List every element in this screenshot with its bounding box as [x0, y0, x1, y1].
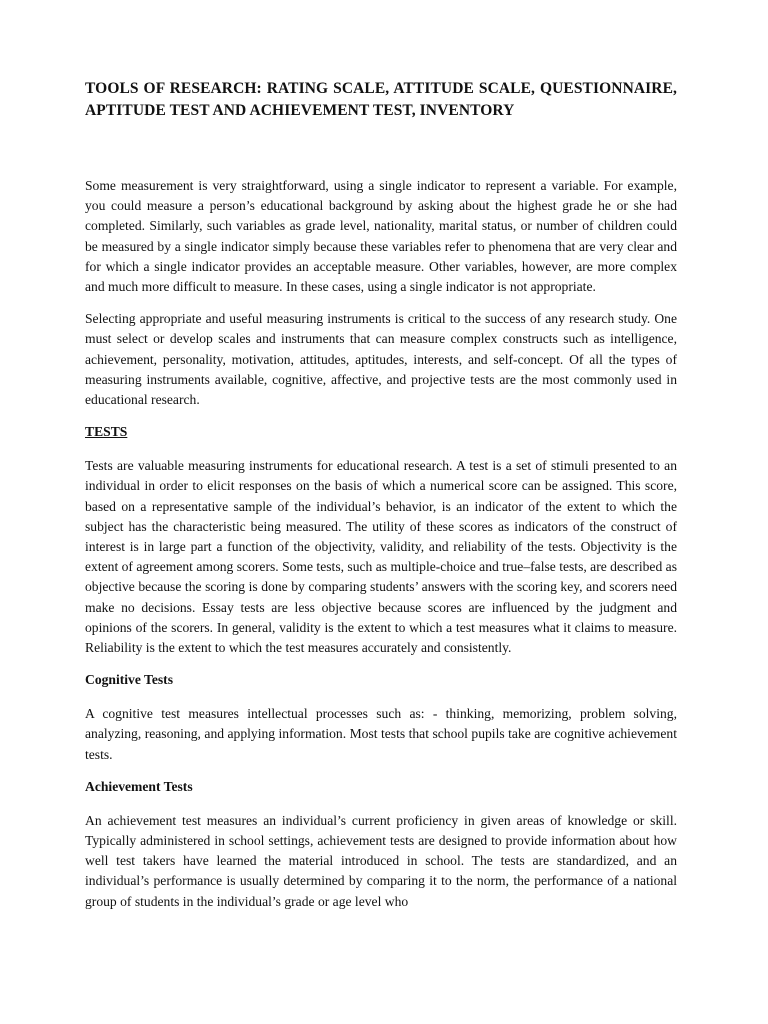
achievement-tests-heading: Achievement Tests — [85, 778, 193, 794]
intro-paragraph-1: Some measurement is very straightforward, using a single indicator to represent a variable. For example, you could measure a person’s educational background by asking about the highest grade he or she had completed. Similarly, such variables as grade level, nationality, marital status, or number of children could be measured by a single indicator simply because these variables refer to phenomena that are very clear and for which a single indicator provides an acceptable measure. Other variables, however, are more complex and much more difficult to measure. In these cases, using a single indicator is not appropriate. — [85, 178, 677, 295]
achievement-tests-paragraph: An achievement test measures an individual’s current proficiency in given areas of knowledge or skill. Typically administered in school settings, achievement tests are designed to provide information about how well test takers have learned the material introduced in school. The tests are standardized, and an individual’s performance is usually determined by comparing it to the norm, the performance of a national group of students in the individual’s grade or age level who — [85, 812, 677, 909]
cognitive-tests-heading: Cognitive Tests — [85, 672, 173, 688]
cognitive-tests-paragraph: A cognitive test measures intellectual processes such as: - thinking, memorizing, problem solving, analyzing, reasoning, and applying information. Most tests that school pupils take are cognitive achievement tests. — [85, 706, 677, 762]
document-body — [85, 176, 677, 912]
intro-paragraph-2: Selecting appropriate and useful measuring instruments is critical to the success of any research study. One must select or develop scales and instruments that can measure complex constructs such as intelligence, achievement, personality, motivation, attitudes, aptitudes, interests, and self-concept. Of all the types of measuring instruments available, cognitive, affective, and projective tests are the most commonly used in educational research. — [85, 311, 677, 408]
tests-heading: TESTS — [85, 424, 128, 440]
tests-paragraph: Tests are valuable measuring instruments for educational research. A test is a set of stimuli presented to an individual in order to elicit responses on the basis of which a numerical score can be assigned. This score, based on a representative sample of the individual’s behavior, is an indicator of the extent to which the subject has the characteristic being measured. The utility of these scores as indicators of the construct of interest is in large part a function of the objectivity, validity, and reliability of the tests. Objectivity is the extent of agreement among scorers. Some tests, such as multiple-choice and true–false tests, are described as objective because the scoring is done by comparing students’ answers with the scoring key, and scorers need make no decisions. Essay tests are less objective because scores are influenced by the judgment and opinions of the scorers. In general, validity is the extent to which a test measures what it claims to measure. Reliability is the extent to which the test measures accurately and consistently. — [85, 458, 677, 656]
document-title: TOOLS OF RESEARCH: RATING SCALE, ATTITUDE SCALE, QUESTIONNAIRE, APTITUDE TEST AND ACHIEVEMENT TEST, INVENTORY — [85, 80, 677, 119]
